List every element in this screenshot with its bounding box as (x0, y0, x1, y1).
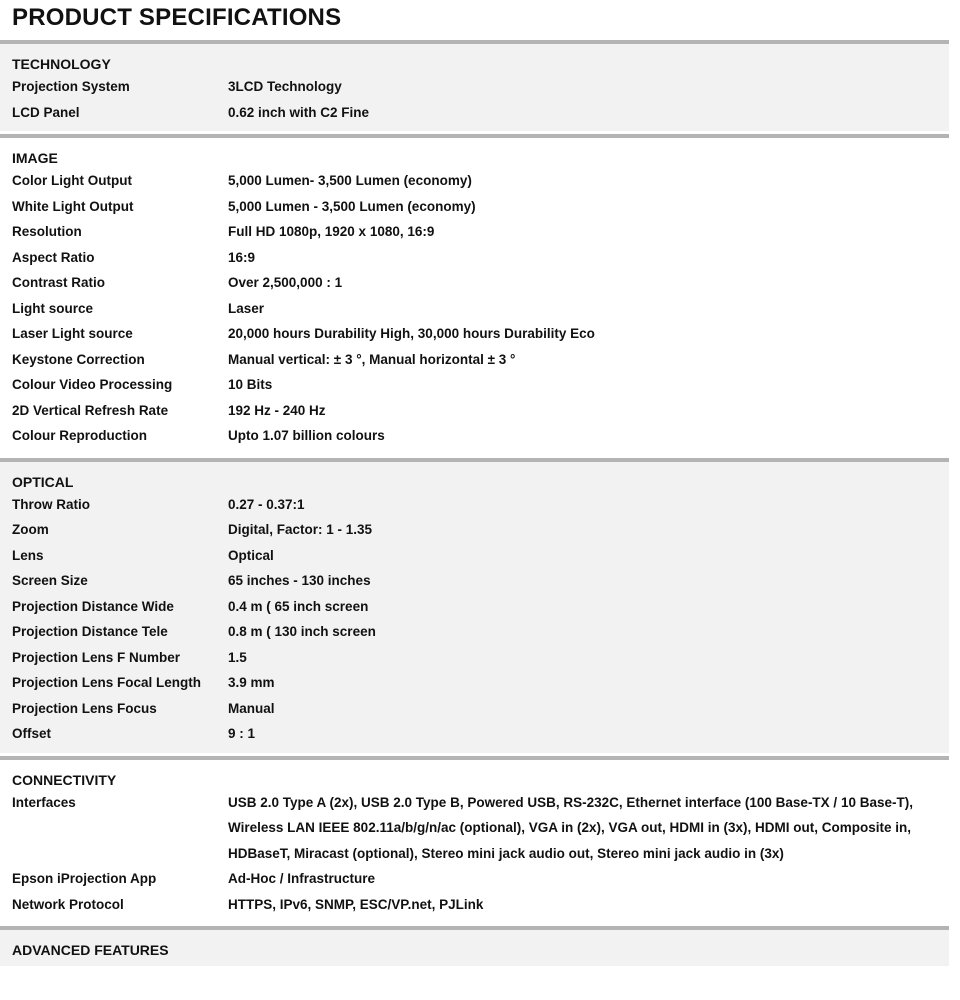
spec-row (12, 568, 939, 594)
spec-value: 5,000 Lumen- 3,500 Lumen (economy) (228, 173, 472, 188)
spec-value: Full HD 1080p, 1920 x 1080, 16:9 (228, 224, 435, 239)
spec-row (12, 696, 939, 722)
spec-label: Contrast Ratio (12, 275, 106, 290)
section-optical (0, 458, 949, 753)
spec-value: 10 Bits (228, 377, 273, 392)
spec-label: Throw Ratio (12, 496, 90, 512)
spec-row (12, 423, 939, 449)
spec-row (12, 517, 939, 543)
spec-label: Projection Distance Wide (12, 598, 174, 614)
spec-row (12, 398, 939, 424)
spec-row (12, 619, 939, 645)
spec-label: Projection Distance Tele (12, 624, 168, 639)
spec-label: Projection Lens Focal Length (12, 675, 202, 690)
spec-value: 192 Hz - 240 Hz (228, 402, 326, 418)
spec-label: Epson iProjection App (12, 871, 157, 886)
spec-label: White Light Output (12, 198, 134, 214)
spec-row (12, 74, 939, 100)
spec-value: 0.8 m ( 130 inch screen (228, 624, 376, 639)
spec-label: Color Light Output (12, 173, 132, 188)
spec-label: Keystone Correction (12, 351, 145, 367)
spec-label: Lens (12, 547, 44, 563)
section-image (0, 134, 949, 455)
spec-row (12, 645, 939, 671)
spec-label: Light source (12, 300, 94, 316)
spec-row (12, 347, 939, 373)
spec-row (12, 866, 939, 892)
spec-value: 20,000 hours Durability High, 30,000 hours Durability Eco (228, 326, 595, 341)
spec-label: Zoom (12, 522, 49, 537)
spec-row (12, 321, 939, 347)
spec-row (12, 892, 939, 918)
spec-value: 16:9 (228, 249, 256, 265)
spec-label: 2D Vertical Refresh Rate (12, 402, 169, 418)
spec-row (12, 245, 939, 271)
section-title: CONNECTIVITY (12, 771, 117, 788)
spec-row (12, 372, 939, 398)
spec-value: Manual vertical: ± 3 °, Manual horizontal ± 3 ° (228, 351, 516, 367)
section-technology (0, 40, 949, 131)
spec-row (12, 492, 939, 518)
spec-label: Projection Lens F Number (12, 649, 181, 665)
page-title: PRODUCT SPECIFICATIONS (12, 4, 342, 31)
spec-value: 65 inches - 130 inches (228, 573, 371, 588)
spec-value: Manual (228, 700, 275, 716)
spec-label: Projection Lens Focus (12, 700, 157, 716)
spec-value: 0.62 inch with C2 Fine (228, 104, 370, 120)
spec-row (12, 543, 939, 569)
spec-value: 3LCD Technology (228, 79, 342, 94)
section-title: OPTICAL (12, 473, 74, 490)
spec-value: USB 2.0 Type A (2x), USB 2.0 Type B, Powered USB, RS-232C, Ethernet interface (100 Base-TX / 10 Base-T), Wireless LAN IEEE 802.11a/b/g/n/ac (optional), VGA in (2x), VGA out, HDMI in (3x), HDMI out, Composite in, HDBaseT, Miracast (optional), Stereo mini jack audio out, Stereo mini jack audio in (3x) (228, 794, 913, 861)
spec-label: Screen Size (12, 573, 88, 588)
spec-value: Upto 1.07 billion colours (228, 428, 385, 443)
section-connectivity (0, 756, 949, 924)
spec-label: Resolution (12, 224, 82, 239)
spec-row (12, 219, 939, 245)
spec-sections (0, 40, 949, 969)
spec-value: 5,000 Lumen - 3,500 Lumen (economy) (228, 198, 476, 214)
spec-value: HTTPS, IPv6, SNMP, ESC/VP.net, PJLink (228, 896, 484, 912)
spec-value: 1.5 (228, 649, 247, 665)
spec-label: Projection System (12, 79, 130, 94)
spec-label: Colour Reproduction (12, 428, 147, 443)
spec-value: Over 2,500,000 : 1 (228, 275, 343, 290)
section-title: ADVANCED FEATURES (12, 942, 169, 958)
spec-row (12, 790, 939, 867)
section-title: TECHNOLOGY (12, 56, 111, 72)
spec-row (12, 296, 939, 322)
spec-label: Interfaces (12, 794, 76, 810)
spec-label: Aspect Ratio (12, 249, 95, 265)
spec-label: LCD Panel (12, 104, 80, 120)
spec-row (12, 168, 939, 194)
spec-row (12, 194, 939, 220)
spec-label: Laser Light source (12, 326, 133, 341)
spec-row (12, 270, 939, 296)
spec-value: 0.27 - 0.37:1 (228, 496, 305, 512)
spec-value: 3.9 mm (228, 675, 275, 690)
spec-row (12, 721, 939, 747)
spec-row (12, 100, 939, 126)
spec-value: Laser (228, 300, 265, 316)
section-advanced-features (0, 926, 949, 966)
spec-row (12, 670, 939, 696)
section-title: IMAGE (12, 150, 58, 166)
spec-label: Offset (12, 726, 52, 741)
spec-value: 0.4 m ( 65 inch screen (228, 598, 369, 614)
spec-value: Digital, Factor: 1 - 1.35 (228, 522, 373, 537)
spec-label: Colour Video Processing (12, 377, 173, 392)
spec-value: Optical (228, 547, 274, 563)
spec-value: Ad-Hoc / Infrastructure (228, 871, 376, 886)
spec-row (12, 594, 939, 620)
spec-label: Network Protocol (12, 896, 124, 912)
spec-value: 9 : 1 (228, 726, 256, 741)
